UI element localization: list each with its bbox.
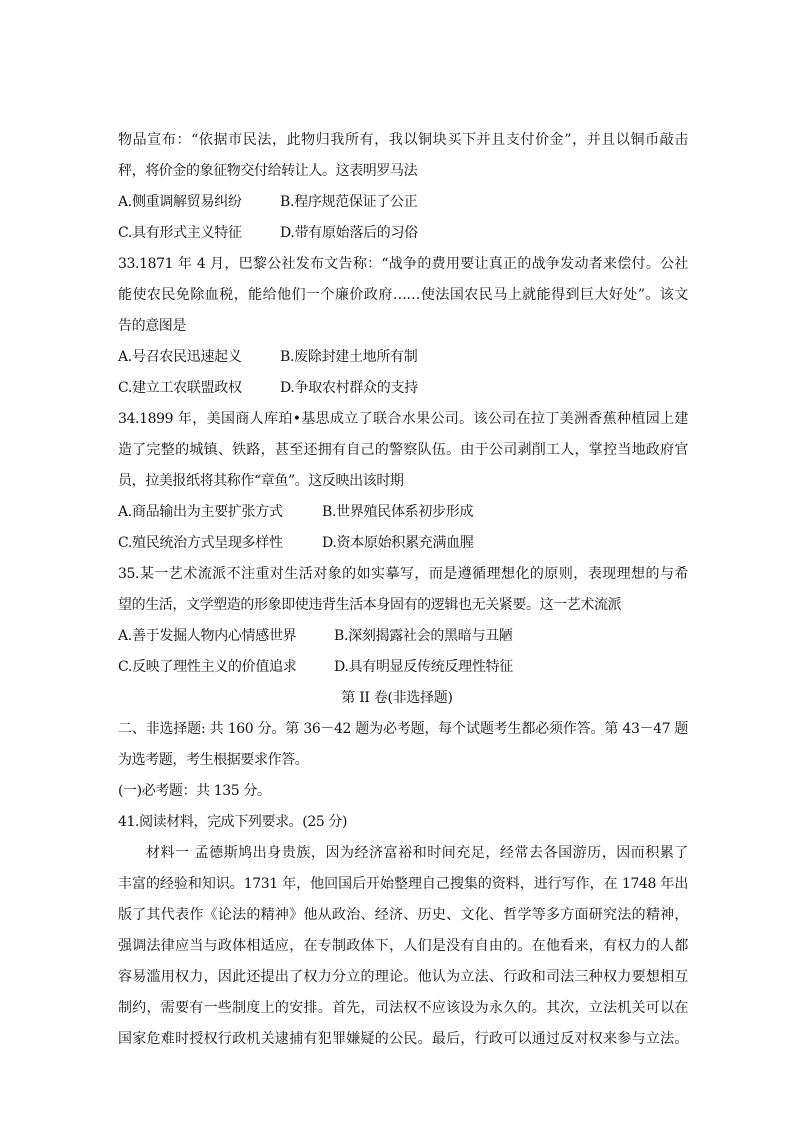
q33-line-1: 33.1871 年 4 月，巴黎公社发布文告称：“战争的费用要让真正的战争发动者来偿付。公社: [118, 256, 688, 272]
q35-line-1: 35.某一艺术流派不注重对生活对象的如实摹写，而是遵循理想化的原则，表现理想的与希: [118, 566, 688, 582]
q41-stem: 41.阅读材料，完成下列要求。(25 分): [118, 814, 348, 830]
q41-material-line: 版了其代表作《论法的精神》他从政治、经济、历史、文化、哲学等多方面研究法的精神，: [118, 907, 688, 923]
q32-line-2: 秤，将价金的象征物交付给转让人。这表明罗马法: [118, 163, 418, 179]
q35-option-d[interactable]: D.具有明显反传统反理性特征: [334, 659, 513, 675]
q32-line-1: 物品宣布：“依据市民法，此物归我所有，我以铜块买下并且支付价金”，并且以铜币敲击: [118, 132, 688, 148]
q34-option-a[interactable]: A.商品输出为主要扩张方式: [118, 504, 283, 520]
q41-material-line: 丰富的经验和知识。1731 年，他回国后开始整理自己搜集的资料，进行写作，在 1748 年出: [118, 876, 688, 892]
q33-line-3: 告的意图是: [118, 318, 186, 334]
q32-option-d[interactable]: D.带有原始落后的习俗: [280, 225, 418, 241]
q33-option-d[interactable]: D.争取农村群众的支持: [280, 380, 418, 396]
q33-option-b[interactable]: B.废除封建土地所有制: [280, 349, 418, 365]
q33-option-c[interactable]: C.建立工农联盟政权: [118, 380, 242, 396]
q32-option-c[interactable]: C.具有形式主义特征: [118, 225, 242, 241]
q33-option-a[interactable]: A.号召农民迅速起义: [118, 349, 242, 365]
q35-option-b[interactable]: B.深刻揭露社会的黑暗与丑陋: [334, 628, 513, 644]
q41-material-line: 国家危难时授权行政机关逮捕有犯罪嫌疑的公民。最后，行政可以通过反对权来参与立法。: [118, 1031, 688, 1047]
q41-material-line: 材料一 孟德斯鸠出身贵族，因为经济富裕和时间充足，经常去各国游历，因而积累了: [146, 845, 688, 861]
q41-material-line: 制约，需要有一些制度上的安排。首先，司法权不应该设为永久的。其次，立法机关可以在: [118, 1000, 688, 1016]
q34-line-2: 造了完整的城镇、铁路，甚至还拥有自己的警察队伍。由于公司剥削工人，掌控当地政府官: [118, 442, 688, 458]
q35-option-a[interactable]: A.善于发掘人物内心情感世界: [118, 628, 297, 644]
q32-option-b[interactable]: B.程序规范保证了公正: [280, 194, 418, 210]
q34-option-b[interactable]: B.世界殖民体系初步形成: [322, 504, 474, 520]
q35-line-2: 望的生活，文学塑造的形象即使违背生活本身固有的逻辑也无关紧要。这一艺术流派: [118, 597, 622, 613]
q34-line-1: 34.1899 年，美国商人库珀•基思成立了联合水果公司。该公司在拉丁美洲香蕉种植园上建: [118, 411, 688, 427]
q41-material-line: 容易滥用权力，因此还提出了权力分立的理论。他认为立法、行政和司法三种权力要想相互: [118, 969, 688, 985]
q34-option-d[interactable]: D.资本原始积累充满血腥: [322, 535, 474, 551]
q34-option-c[interactable]: C.殖民统治方式呈现多样性: [118, 535, 283, 551]
q41-material-line: 强调法律应当与政体相适应，在专制政体下，人们是没有自由的。在他看来，有权力的人都: [118, 938, 688, 954]
section-2-instruction-1: 二、非选择题: 共 160 分。第 36－42 题为必考题，每个试题考生都必须作答。第 43－47 题: [118, 721, 688, 737]
section-2-instruction-2: 为选考题，考生根据要求作答。: [118, 752, 309, 768]
section-2-title: 第 II 卷(非选择题): [341, 690, 453, 706]
q34-line-3: 员，拉美报纸将其称作“章鱼”。这反映出该时期: [118, 473, 404, 489]
required-questions-heading: (一)必考题：共 135 分。: [118, 783, 271, 799]
q33-line-2: 能使农民免除血税，能给他们一个廉价政府……使法国农民马上就能得到巨大好处”。该文: [118, 287, 688, 303]
q32-option-a[interactable]: A.侧重调解贸易纠纷: [118, 194, 242, 210]
q35-option-c[interactable]: C.反映了理性主义的价值追求: [118, 659, 297, 675]
